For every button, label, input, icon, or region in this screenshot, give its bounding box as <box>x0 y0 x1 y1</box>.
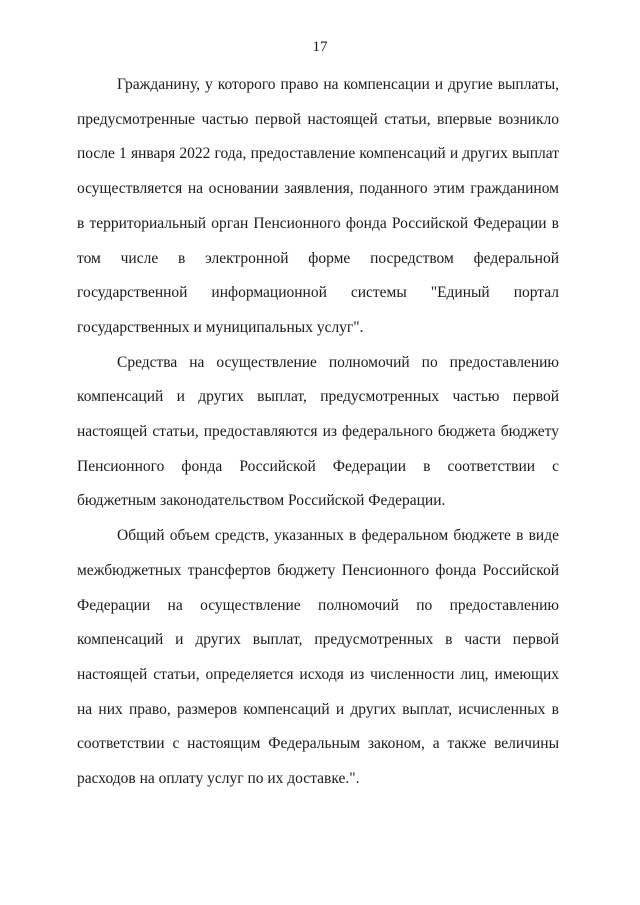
paragraph-funding: Средства на осуществление полномочий по предоставлению компенсаций и других выплат, предусмотренных частью первой настоящей статьи, предоставляются из федерального бюджета бюджету Пенсионного фонда Российской Федерации в соответствии с бюджетным законодательством Российской Федерации. <box>77 353 559 510</box>
page-number: 17 <box>312 39 328 55</box>
paragraph-transfer-volume: Общий объем средств, указанных в федеральном бюджете в виде межбюджетных трансфертов бюджету Пенсионного фонда Российской Федерации на осуществление полномочий по предоставлению компенсаций и других выплат, предусмотренных в части первой настоящей статьи, определяется исходя из численности лиц, имеющих на них право, размеров компенсаций и других выплат, исчисленных в соответствии с настоящим Федеральным законом, а также величины расходов на оплату услуг по их доставке.". <box>77 527 559 788</box>
paragraph-application: Гражданину, у которого право на компенсации и другие выплаты, предусмотренные частью первой настоящей статьи, впервые возникло после 1 января 2022 года, предоставление компенсаций и других выплат осуществляется на основании заявления, поданного этим гражданином в территориальный орган Пенсионного фонда Российской Федерации в том числе в электронной форме посредством федеральной государственной информационной системы "Единый портал государственных и муниципальных услуг". <box>77 76 559 336</box>
document-body <box>77 68 559 797</box>
